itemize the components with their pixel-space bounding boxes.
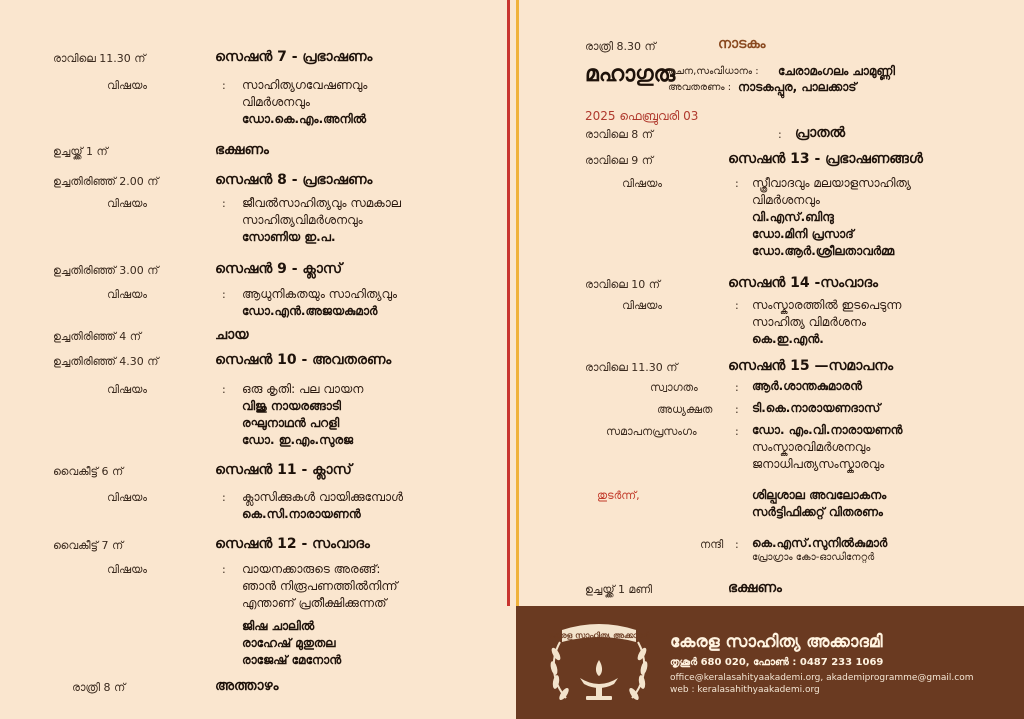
colon: : [778, 128, 782, 141]
speaker-name: ഡോ.ആര്‍.ശ്രീലതാവര്‍മ്മ [752, 244, 895, 258]
topic-line: വിമര്‍ശനവും [242, 95, 310, 109]
session-title: ഭക്ഷണം [728, 580, 782, 596]
session-title: അത്താഴം [215, 678, 279, 694]
emblem-banner-text: കേരള സാഹിത്യ അക്കാദമി [548, 631, 650, 640]
topic-label: വിഷയം [107, 197, 147, 210]
valedictory-block [752, 422, 902, 473]
speaker-name: ഡോ. എം.വി.നാരായണന്‍ [752, 423, 903, 437]
colon: : [735, 403, 739, 416]
session-title: സെഷന്‍ 11 - ക്ലാസ് [215, 462, 352, 478]
topic-lines [242, 77, 367, 128]
role-label: നന്ദി [700, 538, 724, 551]
topic-line: വിമര്‍ശനവും [752, 193, 820, 207]
topic-label: വിഷയം [622, 299, 662, 312]
speaker-name: രാഹേഷ് മുതുതല [242, 636, 336, 650]
colon: : [222, 288, 226, 301]
session-title: സെഷന്‍ 9 - ക്ലാസ് [215, 261, 343, 277]
speaker-name: ഡോ.എന്‍.അജയകുമാര്‍ [242, 304, 378, 318]
speaker-name: ജിഷ ചാലില്‍ [242, 619, 315, 633]
topic-lines [242, 286, 397, 320]
speaker-name: കെ.എസ്.സുനില്‍കുമാര്‍ [752, 536, 888, 550]
play-credit-label: അവതരണം : [668, 82, 732, 93]
topic-line: ഒരു കൃതി: പല വായന [242, 382, 364, 396]
colon: : [735, 177, 739, 190]
session-time: ഉച്ചതിരിഞ്ഞ് 4 ന് [53, 330, 141, 343]
topic-line: സംസ്കാരവിമര്‍ശനവും [752, 440, 871, 454]
followed-by-label: തുടര്‍ന്ന്, [597, 489, 640, 502]
session-title: സെഷന്‍ 8 - പ്രഭാഷണം [215, 172, 373, 188]
session-time: രാവിലെ 11.30 ന് [585, 361, 678, 374]
topic-line: സാഹിത്യ വിമര്‍ശനം [752, 315, 866, 329]
topic-label: വിഷയം [107, 383, 147, 396]
topic-line: സ്ത്രീവാദവും മലയാളസാഹിത്യ [752, 176, 911, 190]
session-time: രാവിലെ 8 ന് [585, 128, 653, 141]
followed-items [752, 487, 886, 521]
session-time: ഉച്ചതിരിഞ്ഞ് 2.00 ന് [53, 175, 159, 188]
colon: : [735, 381, 739, 394]
thanks-block [752, 535, 887, 564]
topic-line: എന്താണ് പ്രതീക്ഷിക്കുന്നത് [242, 596, 387, 610]
role-label: സ്വാഗതം [650, 381, 698, 394]
topic-line: ജീവല്‍സാഹിത്യവും സമകാല [242, 196, 402, 210]
academy-email[interactable]: office@keralasahityaakademi.org, akademiprogramme@gmail.com [670, 673, 974, 683]
topic-line: വായനക്കാരുടെ അരങ്ങ്: [242, 562, 381, 576]
drama-title: നാടകം [718, 36, 766, 52]
date-heading: 2025 ഫെബ്രുവരി 03 [585, 109, 699, 123]
session-time: വൈകീട്ട് 7 ന് [53, 539, 124, 552]
role-label: സമാപനപ്രസംഗം [606, 425, 697, 438]
speaker-name: ഡോ. ഇ.എം.സുരജ [242, 433, 354, 447]
colon: : [222, 491, 226, 504]
session-time: രാവിലെ 9 ന് [585, 154, 653, 167]
colon: : [222, 563, 226, 576]
topic-lines [242, 195, 401, 246]
role-label: അധ്യക്ഷത [657, 403, 713, 416]
speaker-name: രാജേഷ് മേനോന്‍ [242, 653, 342, 667]
session-time: ഉച്ചയ്ക്ക് 1 ന് [53, 145, 108, 158]
speaker-name: ഡോ.കെ.എം.അനില്‍ [242, 112, 367, 126]
colon: : [222, 79, 226, 92]
topic-lines [242, 381, 363, 449]
play-credit-value: ചേരാമംഗലം ചാമുണ്ണി [778, 64, 895, 78]
session-time: ഉച്ചതിരിഞ്ഞ് 4.30 ന് [53, 355, 159, 368]
session-time: രാവിലെ 10 ന് [585, 278, 660, 291]
speaker-name: ടി.കെ.നാരായണദാസ് [752, 401, 881, 415]
speaker-name: കെ.സി.നാരായണന്‍ [242, 507, 361, 521]
topic-lines [752, 297, 901, 348]
topic-line: സംസ്കാരത്തില്‍ ഇടപെടുന്ന [752, 298, 902, 312]
session-title: സെഷന്‍ 13 - പ്രഭാഷണങ്ങള്‍ [728, 151, 923, 167]
academy-website[interactable]: web : keralasahithyaakademi.org [670, 685, 820, 695]
session-title: ഭക്ഷണം [215, 142, 269, 158]
event-item: സര്‍ട്ടിഫിക്കറ്റ് വിതരണം [752, 505, 883, 519]
colon: : [222, 383, 226, 396]
session-time: രാത്രി 8 ന് [72, 681, 126, 694]
session-time: വൈകീട്ട് 6 ന് [53, 465, 124, 478]
divider-red-line [507, 0, 510, 606]
play-name: മഹാഗുരു [585, 62, 676, 87]
topic-line: സാഹിത്യഗവേഷണവും [242, 78, 368, 92]
topic-lines [242, 489, 403, 523]
topic-line: ഞാന്‍ നിരൂപണത്തില്‍നിന്ന് [242, 579, 398, 593]
speaker-name: വിജു നായരങ്ങാടി [242, 399, 341, 413]
topic-label: വിഷയം [107, 79, 147, 92]
session-title: ചായ [215, 327, 249, 343]
speaker-name: വി.എസ്.ബിന്ദു [752, 210, 834, 224]
speaker-role: പ്രോഗ്രാം കോ-ഓഡിനേറ്റര്‍ [752, 552, 875, 563]
session-time: ഉച്ചയ്ക്ക് 1 മണി [585, 583, 652, 596]
topic-label: വിഷയം [107, 491, 147, 504]
session-title: സെഷന്‍ 10 - അവതരണം [215, 352, 392, 368]
session-time: ഉച്ചതിരിഞ്ഞ് 3.00 ന് [53, 264, 159, 277]
speaker-name: ഡോ.മിനി പ്രസാദ് [752, 227, 854, 241]
topic-label: വിഷയം [107, 288, 147, 301]
academy-name: കേരള സാഹിത്യ അക്കാദമി [670, 632, 883, 652]
topic-line: സാഹിത്യവിമര്‍ശനവും [242, 213, 363, 227]
colon: : [222, 197, 226, 210]
divider-gold-line [516, 0, 519, 606]
play-credit-label: രചന,സംവിധാനം : [668, 66, 759, 77]
event-item: ശില്പശാല അവലോകനം [752, 488, 887, 502]
session-time: രാത്രി 8.30 ന് [585, 40, 656, 53]
speaker-name: കെ.ഇ.എന്‍. [752, 332, 824, 346]
akademi-emblem-icon [544, 620, 654, 710]
topic-lines [242, 561, 398, 669]
play-credit-value: നാടകപ്പുര, പാലക്കാട് [738, 80, 857, 94]
session-title: സെഷന്‍ 14 -സംവാദം [728, 275, 878, 291]
session-time: രാവിലെ 11.30 ന് [53, 52, 146, 65]
colon: : [735, 299, 739, 312]
topic-line: ജനാധിപത്യസംസ്കാരവും [752, 457, 885, 471]
session-title: സെഷന്‍ 15 —സമാപനം [728, 358, 894, 374]
topic-label: വിഷയം [107, 563, 147, 576]
topic-line: ആധുനികതയും സാഹിത്യവും [242, 287, 398, 301]
speaker-name: രഘുനാഥന്‍ പറളി [242, 416, 340, 430]
topic-label: വിഷയം [622, 177, 662, 190]
topic-line: ക്ലാസിക്കുകള്‍ വായിക്കുമ്പോള്‍ [242, 490, 404, 504]
speaker-name: ആര്‍.ശാന്തകുമാരന്‍ [752, 379, 862, 393]
speaker-name: സോണിയ ഇ.പ. [242, 230, 336, 244]
session-title: പ്രാതല്‍ [795, 125, 846, 141]
session-title: സെഷന്‍ 7 - പ്രഭാഷണം [215, 49, 373, 65]
academy-address: തൃശൂര്‍ 680 020, ഫോണ്‍ : 0487 233 1069 [670, 657, 884, 668]
colon: : [735, 425, 739, 438]
session-title: സെഷന്‍ 12 - സംവാദം [215, 536, 370, 552]
colon: : [735, 538, 739, 551]
topic-lines [752, 175, 911, 260]
